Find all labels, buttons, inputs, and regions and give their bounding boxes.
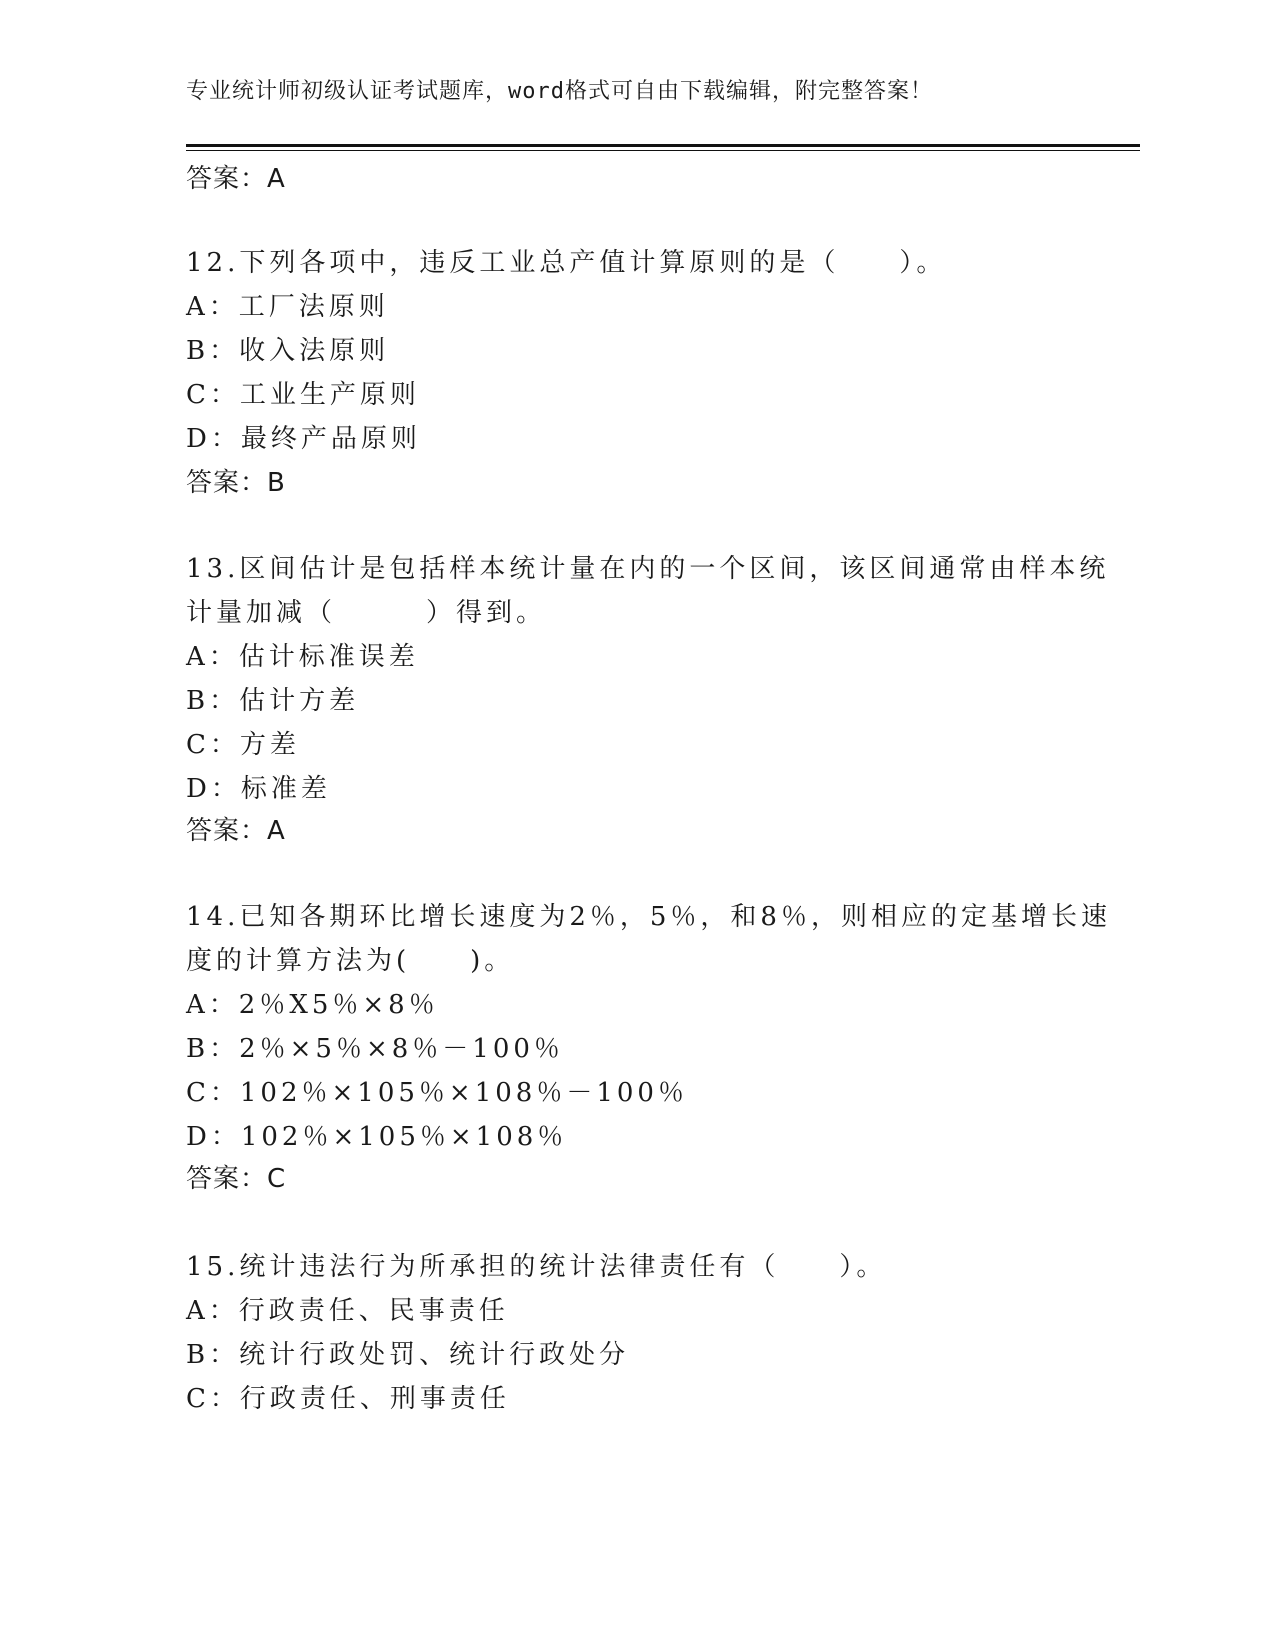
question-14-option-b: B：2％×5％×8％－100％ [186,1034,564,1064]
question-14-stem-line1: 14.已知各期环比增长速度为2％，5％，和8％，则相应的定基增长速 [186,902,1111,932]
question-12-option-c: C：工业生产原则 [186,380,420,410]
header-rule [186,144,1140,147]
question-13-stem-line2: 计量加减（ ）得到。 [186,598,547,628]
question-14-stem-line2: 度的计算方法为( )。 [186,946,515,976]
question-15-stem: 15.统计违法行为所承担的统计法律责任有（ ）。 [186,1252,887,1282]
question-15-option-a: A：行政责任、民事责任 [186,1296,509,1326]
question-15-option-b: B：统计行政处罚、统计行政处分 [186,1340,630,1370]
question-14-option-a: A：2％X5％×8％ [186,990,439,1020]
answer-12: 答案：B [186,468,286,498]
question-12-option-a: A：工厂法原则 [186,292,389,322]
question-14-option-d: D：102％×105％×108％ [186,1122,568,1152]
question-14-option-c: C：102％×105％×108％－100％ [186,1078,688,1108]
page-header: 专业统计师初级认证考试题库，word格式可自由下载编辑，附完整答案！ [186,79,933,104]
question-13-option-b: B：估计方差 [186,686,360,716]
question-13-stem-line1: 13.区间估计是包括样本统计量在内的一个区间，该区间通常由样本统 [186,554,1110,584]
question-12-stem: 12.下列各项中，违反工业总产值计算原则的是（ ）。 [186,248,947,278]
answer-11: 答案：A [186,164,286,194]
answer-13: 答案：A [186,816,286,846]
question-13-option-d: D：标准差 [186,774,331,804]
answer-14: 答案：C [186,1164,287,1194]
question-12-option-d: D：最终产品原则 [186,424,421,454]
question-13-option-c: C：方差 [186,730,300,760]
question-12-option-b: B：收入法原则 [186,336,390,366]
header-rule-thin [186,150,1140,151]
question-15-option-c: C：行政责任、刑事责任 [186,1384,510,1414]
question-13-option-a: A：估计标准误差 [186,642,419,672]
